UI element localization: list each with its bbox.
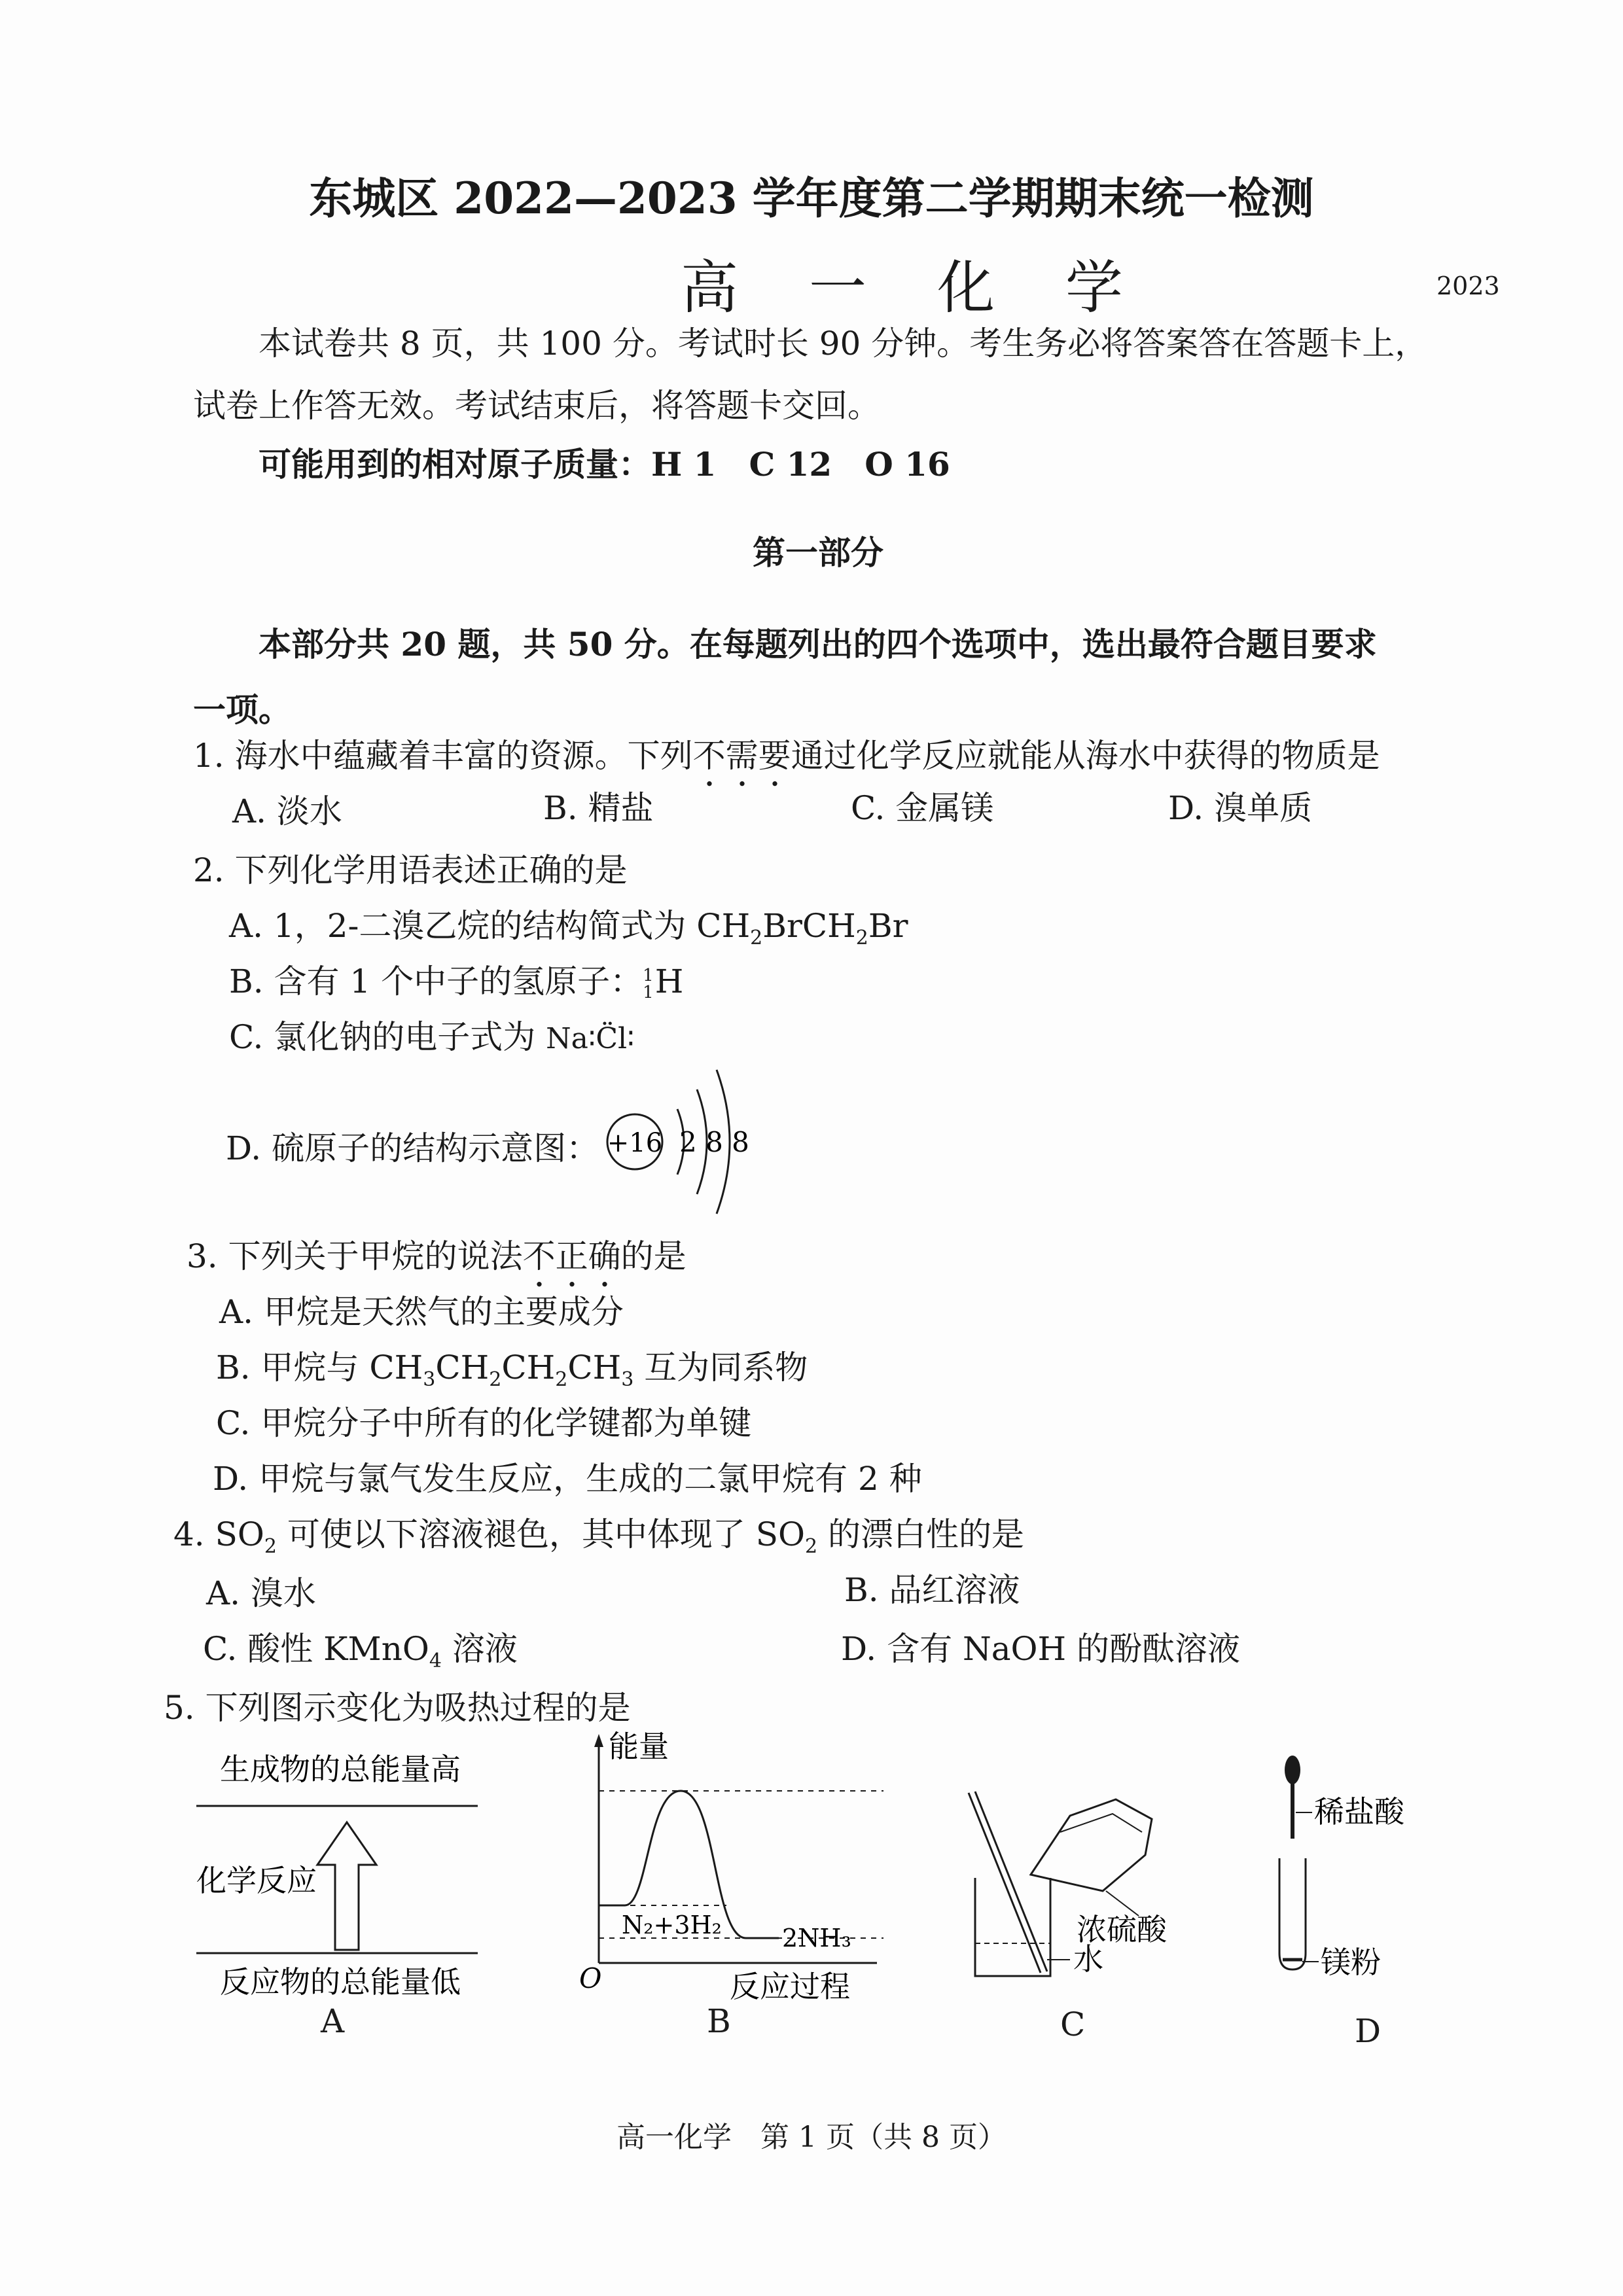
q3-stem-emphasis: 不正确 <box>522 1237 621 1275</box>
question-2-stem: 2. 下列化学用语表述正确的是 <box>193 851 628 889</box>
part-heading: 第一部分 <box>753 533 883 572</box>
q4-stem-post: 的漂白性的是 <box>817 1515 1024 1553</box>
q3-b-part-2: CH <box>501 1349 556 1386</box>
figC-reagent-bottle <box>1031 1799 1152 1891</box>
q2-b-mass-number: 1 <box>643 966 654 985</box>
intro-line-2: 试卷上作答无效。考试结束后，将答题卡交回。 <box>193 387 880 425</box>
q3-option-c: C. 甲烷分子中所有的化学键都为单键 <box>216 1404 752 1442</box>
sulfur-atom-diagram <box>602 1053 772 1230</box>
intro-line-1: 本试卷共 8 页，共 100 分。考试时长 90 分钟。考生务必将答案答在答题卡上， <box>259 325 1428 362</box>
figA-reactant-label: 反应物的总能量低 <box>220 1964 461 2000</box>
atomic-masses: 可能用到的相对原子质量：H 1 C 12 O 16 <box>259 445 950 484</box>
q4-stem-sub-1: 2 <box>264 1535 277 1558</box>
figD-acid-label: 稀盐酸 <box>1314 1794 1404 1829</box>
figure-a-energy-levels <box>183 1740 497 2022</box>
subject-title: 高 一 化 学 <box>681 254 1149 321</box>
q2-c-text: C. 氯化钠的电子式为 <box>229 1018 536 1056</box>
figB-xlabel: 反应过程 <box>730 1969 850 2002</box>
year-label: 2023 <box>1436 272 1500 300</box>
q3-b-sub-4: 3 <box>621 1368 634 1391</box>
figA-product-label: 生成物的总能量高 <box>220 1752 461 1787</box>
q3-b-part-1: CH <box>435 1349 490 1386</box>
question-5-stem: 5. 下列图示变化为吸热过程的是 <box>164 1689 631 1727</box>
page-footer: 高一化学 第 1 页（共 8 页） <box>616 2121 1007 2154</box>
part-instructions-2: 一项。 <box>193 690 291 729</box>
figure-c-dilution <box>955 1740 1230 2002</box>
part-instructions-1: 本部分共 20 题，共 50 分。在每题列出的四个选项中，选出最符合题目要求 <box>259 625 1377 663</box>
figure-d-label: D <box>1355 2012 1382 2050</box>
q1-stem-emphasis: 不需要 <box>692 737 791 775</box>
figure-c-label: C <box>1060 2005 1086 2043</box>
figD-powder-label: 镁粉 <box>1321 1945 1381 1980</box>
q1-option-b: B. 精盐 <box>543 789 654 827</box>
q2-d-text: D. 硫原子的结构示意图： <box>226 1129 599 1167</box>
q3-b-sub-2: 2 <box>489 1368 502 1391</box>
figB-reactant-label: N₂+3H₂ <box>622 1911 722 1939</box>
q3-option-a: A. 甲烷是天然气的主要成分 <box>219 1293 624 1331</box>
q2-b-atomic-number: 1 <box>643 983 654 1002</box>
figB-y-arrow <box>594 1734 603 1747</box>
q3-stem-post: 的是 <box>620 1237 687 1275</box>
figC-glass-rod-edge <box>975 1792 1047 1971</box>
figD-dropper-bulb <box>1285 1756 1300 1784</box>
figB-ylabel: 能量 <box>609 1729 669 1764</box>
q3-option-b <box>216 1341 808 1391</box>
q1-option-a: A. 淡水 <box>232 792 342 830</box>
question-3-stem <box>187 1230 687 1294</box>
figD-test-tube <box>1279 1858 1306 1969</box>
nucleus-charge: +16 <box>607 1128 663 1158</box>
figure-b-label: B <box>707 2002 731 2040</box>
q4-c-post: 溶液 <box>442 1630 518 1668</box>
q2-a-text: A. 1，2-二溴乙烷的结构简式为 CH <box>229 907 751 945</box>
q3-b-sub-3: 2 <box>555 1368 568 1391</box>
figure-a-label: A <box>321 2002 345 2040</box>
question-4-stem <box>173 1508 1024 1558</box>
figB-origin: O <box>579 1962 602 1994</box>
q2-option-a <box>229 900 908 949</box>
q2-option-c <box>229 1011 635 1058</box>
q1-stem-pre: 1. 海水中蕴藏着丰富的资源。下列 <box>193 737 693 775</box>
q2-a-post: Br <box>868 907 908 945</box>
figC-water-label: 水 <box>1073 1941 1103 1977</box>
figB-product-label: 2NH₃ <box>782 1924 851 1952</box>
q3-b-sub-1: 3 <box>423 1368 436 1391</box>
q4-c-sub: 4 <box>429 1650 442 1672</box>
q4-stem-sub-2: 2 <box>804 1535 818 1558</box>
exam-title: 东城区 2022—2023 学年度第二学期期末统一检测 <box>309 173 1314 224</box>
q2-a-sub-1: 2 <box>750 927 763 949</box>
q3-option-d: D. 甲烷与氯气发生反应，生成的二氯甲烷有 2 种 <box>213 1460 922 1498</box>
q2-option-b <box>229 955 683 1002</box>
figA-up-arrow <box>317 1822 376 1950</box>
q4-option-b: B. 品红溶液 <box>844 1571 1020 1609</box>
q1-option-d: D. 溴单质 <box>1168 789 1313 827</box>
q3-b-text: B. 甲烷与 CH <box>216 1349 423 1386</box>
q3-b-post: 互为同系物 <box>633 1349 808 1386</box>
q2-option-d <box>226 1122 599 1169</box>
figC-bottle-label <box>1060 1814 1142 1832</box>
q4-option-a: A. 溴水 <box>206 1574 316 1612</box>
figC-acid-label: 浓硫酸 <box>1077 1912 1167 1947</box>
q2-b-text: B. 含有 1 个中子的氢原子： <box>229 963 643 1000</box>
figure-d-test-tube <box>1270 1740 1505 2015</box>
q2-a-mid: BrCH <box>762 907 856 945</box>
q4-stem-mid: 可使以下溶液褪色，其中体现了 SO <box>276 1515 805 1553</box>
figC-glass-rod <box>969 1793 1041 1973</box>
figA-reaction-label: 化学反应 <box>196 1863 317 1898</box>
q1-stem-post: 通过化学反应就能从海水中获得的物质是 <box>791 737 1380 775</box>
q3-stem-pre: 3. 下列关于甲烷的说法 <box>187 1237 523 1275</box>
q4-stem-pre: 4. SO <box>173 1515 264 1553</box>
q2-a-sub-2: 2 <box>855 927 868 949</box>
figure-b-energy-profile <box>569 1727 910 2002</box>
electron-shells: 2 8 8 <box>679 1126 749 1158</box>
q4-option-c <box>203 1623 518 1672</box>
q1-option-c: C. 金属镁 <box>851 789 994 827</box>
figC-beaker <box>975 1878 1050 1976</box>
q2-b-element: H <box>654 963 684 1000</box>
q2-c-formula: Na∶C̈l∶ <box>546 1022 635 1055</box>
q4-c-text: C. 酸性 KMnO <box>203 1630 429 1668</box>
q4-option-d: D. 含有 NaOH 的酚酞溶液 <box>841 1630 1241 1668</box>
q3-b-part-3: CH <box>567 1349 622 1386</box>
